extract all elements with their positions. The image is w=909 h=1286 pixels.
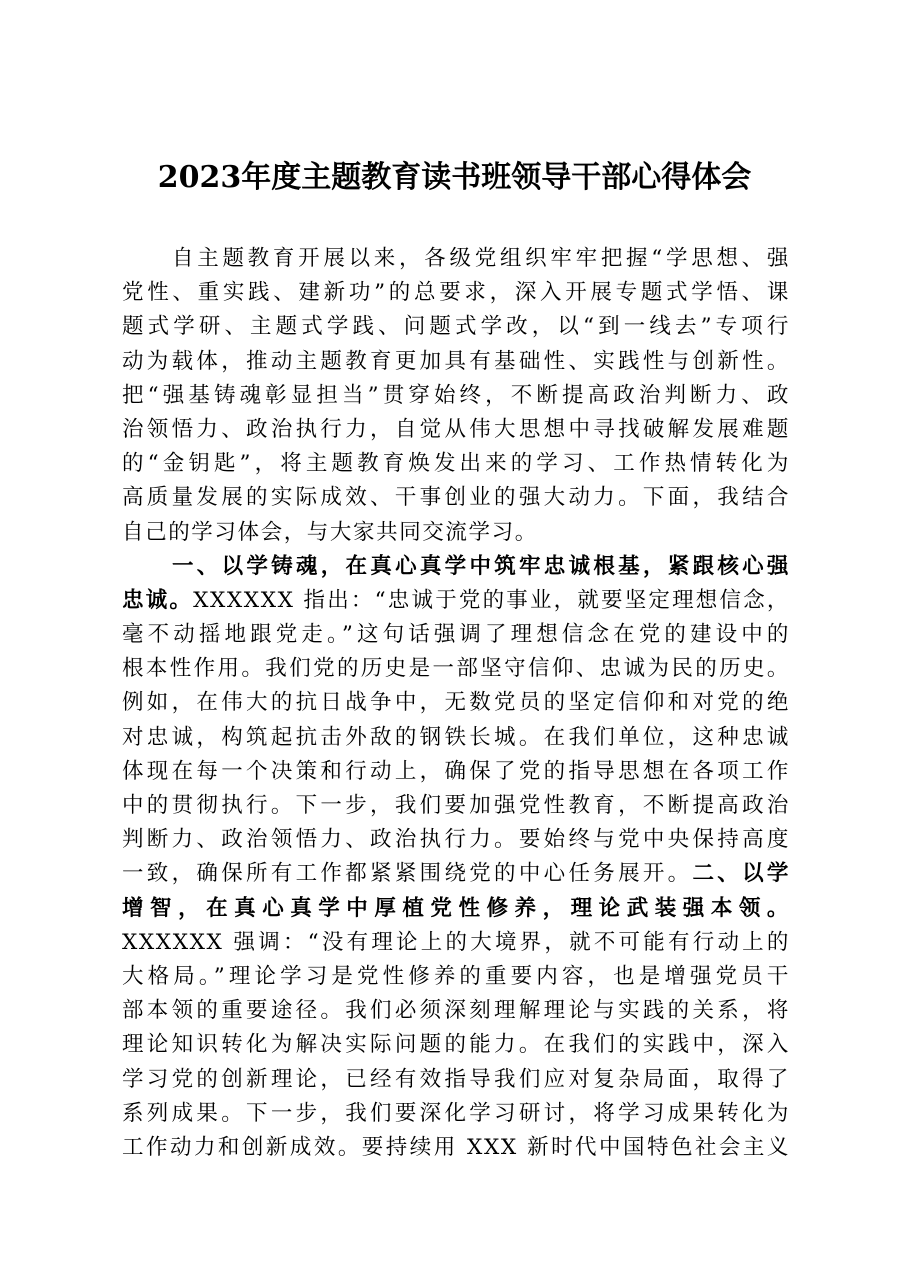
- text-line: XXXXXX 强调：“没有理论上的大境界，就不可能有行动上的: [122, 929, 790, 955]
- bold-heading-fragment: 忠诚。: [122, 587, 194, 613]
- text-fragment: XXXXXX 指出：“忠诚于党的事业，就要坚定理想信念，: [193, 587, 790, 613]
- text-line: 对忠诚，构筑起抗击外敌的钢铁长城。在我们单位，这种忠诚: [122, 724, 790, 750]
- text-fragment: 一致，确保所有工作都紧紧围绕党的中心任务展开。: [122, 861, 693, 887]
- text-line: 治领悟力、政治执行力，自觉从伟大思想中寻找破解发展难题: [122, 416, 790, 442]
- text-line: 把“强基铸魂彰显担当”贯穿始终，不断提高政治判断力、政: [122, 382, 790, 408]
- text-line: 系列成果。下一步，我们要深化学习研讨，将学习成果转化为: [122, 1100, 790, 1126]
- text-line: 体现在每一个决策和行动上，确保了党的指导思想在各项工作: [122, 758, 790, 784]
- document-body: [122, 242, 790, 1165]
- text-line: 判断力、政治领悟力、政治执行力。要始终与党中央保持高度: [122, 827, 790, 853]
- text-line: 工作动力和创新成效。要持续用 XXX 新时代中国特色社会主义: [122, 1134, 790, 1160]
- text-line: 动为载体，推动主题教育更加具有基础性、实践性与创新性。: [122, 348, 790, 374]
- text-line: 学习党的创新理论，已经有效指导我们应对复杂局面，取得了: [122, 1066, 790, 1092]
- text-line: [122, 584, 790, 618]
- text-line: 例如，在伟大的抗日战争中，无数党员的坚定信仰和对党的绝: [122, 690, 790, 716]
- text-line: [122, 857, 790, 891]
- text-line: 题式学研、主题式学践、问题式学改，以“到一线去”专项行: [122, 314, 790, 340]
- text-line: 增智，在真心真学中厚植党性修养，理论武装强本领。: [122, 895, 790, 921]
- text-line: 理论知识转化为解决实际问题的能力。在我们的实践中，深入: [122, 1032, 790, 1058]
- text-line: 部本领的重要途径。我们必须深刻理解理论与实践的关系，将: [122, 998, 790, 1024]
- text-line: 自己的学习体会，与大家共同交流学习。: [122, 519, 538, 545]
- text-line: 的“金钥匙”，将主题教育焕发出来的学习、工作热情转化为: [122, 451, 790, 477]
- text-line: 党性、重实践、建新功”的总要求，深入开展专题式学悟、课: [122, 280, 790, 306]
- document-title: 2023年度主题教育读书班领导干部心得体会: [157, 160, 752, 195]
- text-line: 根本性作用。我们党的历史是一部坚守信仰、忠诚为民的历史。: [122, 656, 790, 682]
- text-line: 中的贯彻执行。下一步，我们要加强党性教育，不断提高政治: [122, 793, 790, 818]
- text-line: 毫不动摇地跟党走。”这句话强调了理想信念在党的建设中的: [122, 622, 790, 648]
- text-line: 自主题教育开展以来，各级党组织牢牢把握“学思想、强: [172, 246, 790, 271]
- text-line: 高质量发展的实际成效、干事创业的强大动力。下面，我结合: [122, 485, 790, 511]
- bold-heading-fragment: 二、以学: [692, 861, 790, 887]
- text-line: 大格局。”理论学习是党性修养的重要内容，也是增强党员干: [122, 963, 790, 989]
- text-line: 一、以学铸魂，在真心真学中筑牢忠诚根基，紧跟核心强: [172, 553, 790, 579]
